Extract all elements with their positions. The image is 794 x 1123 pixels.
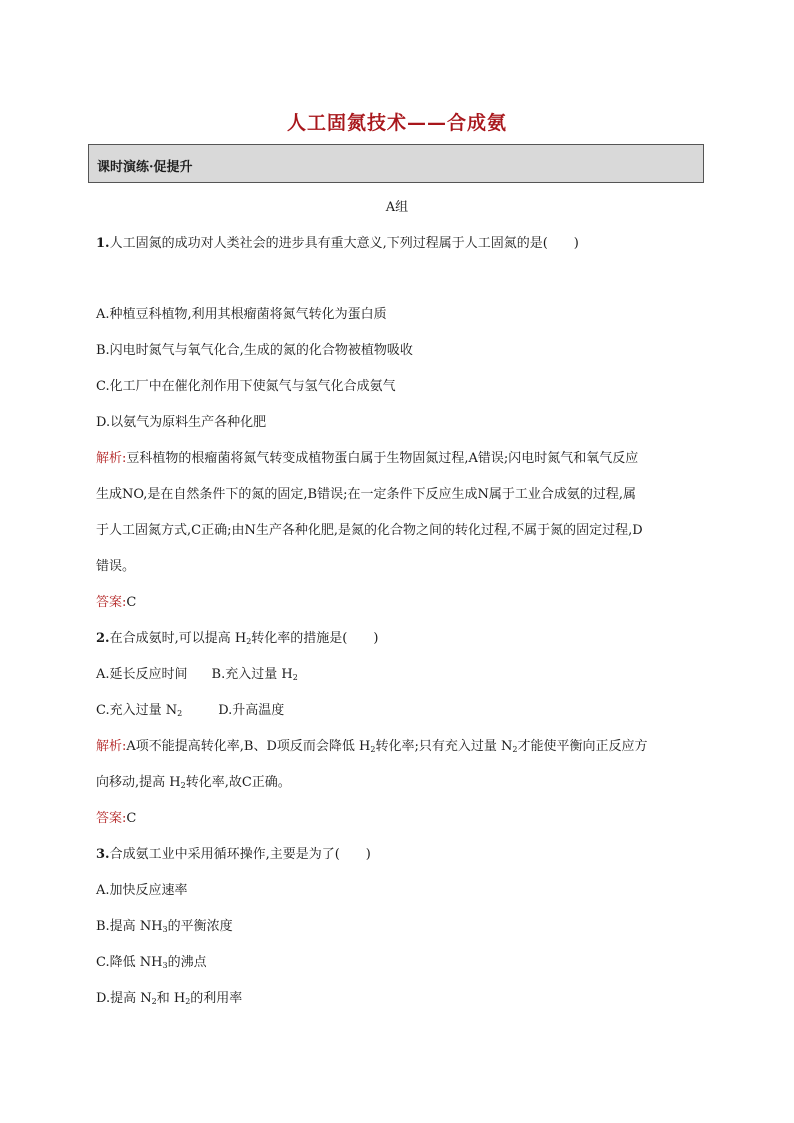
q3-option-b [96, 915, 233, 934]
q2-option-a: A.延长反应时间 [96, 667, 188, 682]
subscript: 2 [180, 781, 186, 790]
q1-option-d: D.以氨气为原料生产各种化肥 [96, 415, 267, 430]
q1-option-b: B.闪电时氮气与氧气化合,生成的氮的化合物被植物吸收 [96, 343, 413, 358]
analysis-text: 向移动,提高 H [96, 775, 181, 790]
option-text: 的沸点 [167, 955, 207, 970]
q2-option-c [96, 703, 182, 718]
subscript: 2 [370, 745, 376, 754]
answer-label: 答案: [96, 811, 127, 826]
subscript: 3 [162, 961, 168, 970]
option-text: C.降低 NH [96, 955, 163, 970]
subscript: 2 [292, 673, 298, 682]
question-number: 3. [96, 847, 110, 862]
q3-option-c [96, 951, 207, 970]
q1-analysis-line: 错误。 [96, 559, 136, 574]
question-number: 1. [96, 236, 110, 251]
question-1-stem [96, 232, 579, 251]
q2-options-row-1 [96, 663, 298, 682]
analysis-text: A项不能提高转化率,B、D项反而会降低 H [126, 739, 371, 754]
q1-analysis-line [96, 447, 638, 466]
q1-analysis-line: 于人工固氮方式,C正确;由N生产各种化肥,是氮的化合物之间的转化过程,不属于氮的固定过程,D [96, 523, 643, 538]
answer-label: 答案: [96, 595, 127, 610]
q2-answer [96, 807, 136, 826]
q1-option-a: A.种植豆科植物,利用其根瘤菌将氮气转化为蛋白质 [96, 307, 387, 322]
option-text: B.提高 NH [96, 919, 163, 934]
q3-option-d [96, 987, 242, 1006]
question-3-stem [96, 843, 371, 862]
analysis-text: 豆科植物的根瘤菌将氮气转变成植物蛋白属于生物固氮过程,A错误;闪电时氮气和氧气反应 [126, 451, 639, 466]
section-banner-label: 课时演练·促提升 [97, 160, 193, 175]
subscript: 2 [246, 637, 252, 646]
section-banner [88, 144, 704, 183]
subscript: 3 [162, 925, 168, 934]
q2-analysis-line [96, 771, 291, 790]
question-text: 转化率的措施是( ) [251, 631, 379, 646]
question-2-stem [96, 627, 378, 646]
q2-options-row-2 [96, 699, 284, 718]
q1-option-c: C.化工厂中在催化剂作用下使氮气与氢气化合成氨气 [96, 379, 396, 394]
analysis-text: 转化率;只有充入过量 N [375, 739, 513, 754]
document-title: 人工固氮技术——合成氨 [286, 112, 507, 134]
q2-option-d: D.升高温度 [218, 703, 285, 718]
q1-answer [96, 591, 136, 610]
answer-value: C [126, 811, 137, 826]
subscript: 2 [185, 997, 191, 1006]
option-text: 的利用率 [190, 991, 243, 1006]
answer-value: C [126, 595, 137, 610]
option-text: C.充入过量 N [96, 703, 178, 718]
subscript: 2 [151, 997, 157, 1006]
question-number: 2. [96, 631, 110, 646]
group-label: A组 [385, 200, 409, 215]
question-text: 在合成氨时,可以提高 H [109, 631, 247, 646]
analysis-text: 转化率,故C正确。 [185, 775, 291, 790]
question-text: 合成氨工业中采用循环操作,主要是为了( ) [109, 847, 371, 862]
q3-option-a: A.加快反应速率 [96, 883, 188, 898]
analysis-label: 解析: [96, 451, 127, 466]
analysis-text: 才能使平衡向正反应方 [517, 739, 648, 754]
q2-analysis-line [96, 735, 647, 754]
q1-analysis-line: 生成NO,是在自然条件下的氮的固定,B错误;在一定条件下反应生成N属于工业合成氨的过程,属 [96, 487, 636, 502]
question-text: 人工固氮的成功对人类社会的进步具有重大意义,下列过程属于人工固氮的是( ) [109, 236, 579, 251]
option-text: 的平衡浓度 [167, 919, 233, 934]
option-text: D.提高 N [96, 991, 152, 1006]
subscript: 2 [177, 709, 183, 718]
option-text: 和 H [156, 991, 186, 1006]
analysis-label: 解析: [96, 739, 127, 754]
subscript: 2 [512, 745, 518, 754]
q2-option-b [212, 667, 298, 682]
option-text: B.充入过量 H [211, 667, 293, 682]
